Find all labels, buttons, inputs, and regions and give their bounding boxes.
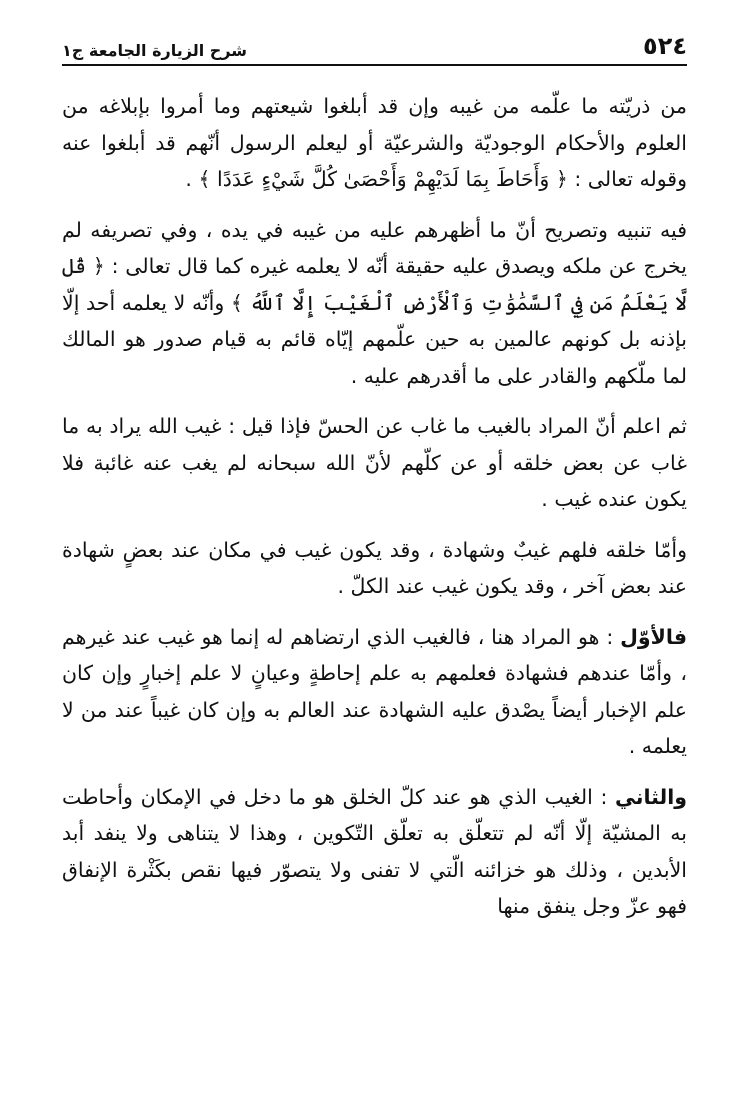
paragraph-text: وأنّه لا يعلمه أحد إلّا بإذنه بل كونهم عالمين به حين علّمهم إيّاه قائم به قيام صدور هو المالك لما ملّكهم والقادر على ما أقدرهم عليه . (62, 290, 687, 388)
quran-quote: ﴿ قُل لَّا يَعْلَمُ مَن فِي ٱلسَّمَٰوَٰتِ وَٱلْأَرْضِ ٱلْغَيْبَ إِلَّا ٱللَّهُ ﴾ (62, 254, 687, 315)
page-number: ٥٢٤ (643, 32, 687, 60)
paragraph-2 (62, 212, 687, 395)
paragraph-text: . (185, 167, 199, 191)
paragraph-5 (62, 619, 687, 765)
paragraph-text: من ذريّته ما علّمه من غيبه وإن قد أبلغوا شيعتهم وما أمروا بإبلاغه من العلوم والأحكام الوجوديّة والشرعيّة أو ليعلم الرسول أنّهم قد أبلغوا عنه وقوله تعالى : (62, 94, 687, 191)
paragraph-6 (62, 779, 687, 925)
paragraph-1 (62, 88, 687, 198)
paragraph-4 (62, 532, 687, 605)
page-body (62, 88, 687, 939)
paragraph-text: وأمّا خلقه فلهم غيبٌ وشهادة ، وقد يكون غيب في مكان عند بعضٍ شهادة عند بعض آخر ، وقد يكون غيب عند الكلّ . (62, 537, 687, 598)
paragraph-text: : هو المراد هنا ، فالغيب الذي ارتضاهم له إنما هو غيب عند غيرهم ، وأمّا عندهم فشهادة فعلمهم به علم إحاطةٍ وعيانٍ لا علم إخبارٍ وإن كان علم الإخبار أيضاً يصْدق عليه الشهادة عند العالم به وإن كان غيباً عند من لا يعلمه . (62, 624, 687, 758)
page-header (62, 26, 687, 66)
paragraph-text: ثم اعلم أنّ المراد بالغيب ما غاب عن الحسّ فإذا قيل : غيب الله يراد به ما غاب عن بعض خلقه أو عن كلّهم لأنّ الله سبحانه لم يغب عنه غائبة فلا يكون عنده غيب . (62, 414, 687, 511)
quran-quote: ﴿ وَأَحَاطَ بِمَا لَدَيْهِمْ وَأَحْصَىٰ كُلَّ شَيْءٍ عَدَدًا ﴾ (198, 167, 568, 191)
section-term: فالأوّل (620, 624, 687, 649)
paragraph-text: فيه تنبيه وتصريح أنّ ما أظهرهم عليه من غيبه في يده ، وفي تصريفه لم يخرج عن ملكه ويصدق عليه حقيقة أنّه لا يعلمه غيره كما قال تعالى : (62, 217, 687, 278)
paragraph-3 (62, 408, 687, 518)
section-term: والثاني (615, 784, 687, 809)
running-title: شرح الزيارة الجامعة ج١ (62, 41, 248, 60)
paragraph-text: : الغيب الذي هو عند كلّ الخلق هو ما دخل في الإمكان وأحاطت به المشيّة إلّا أنّه لم تتعلّق به تعلّق التّكوين ، وهذا لا يتناهى ولا ينفد أبد الأبدين ، وذلك هو خزائنه الّتي لا تفنى ولا يتصوّر فيها نقص بكَثْرة الإنفاق فهو عزّ وجل ينفق منها (62, 784, 687, 918)
